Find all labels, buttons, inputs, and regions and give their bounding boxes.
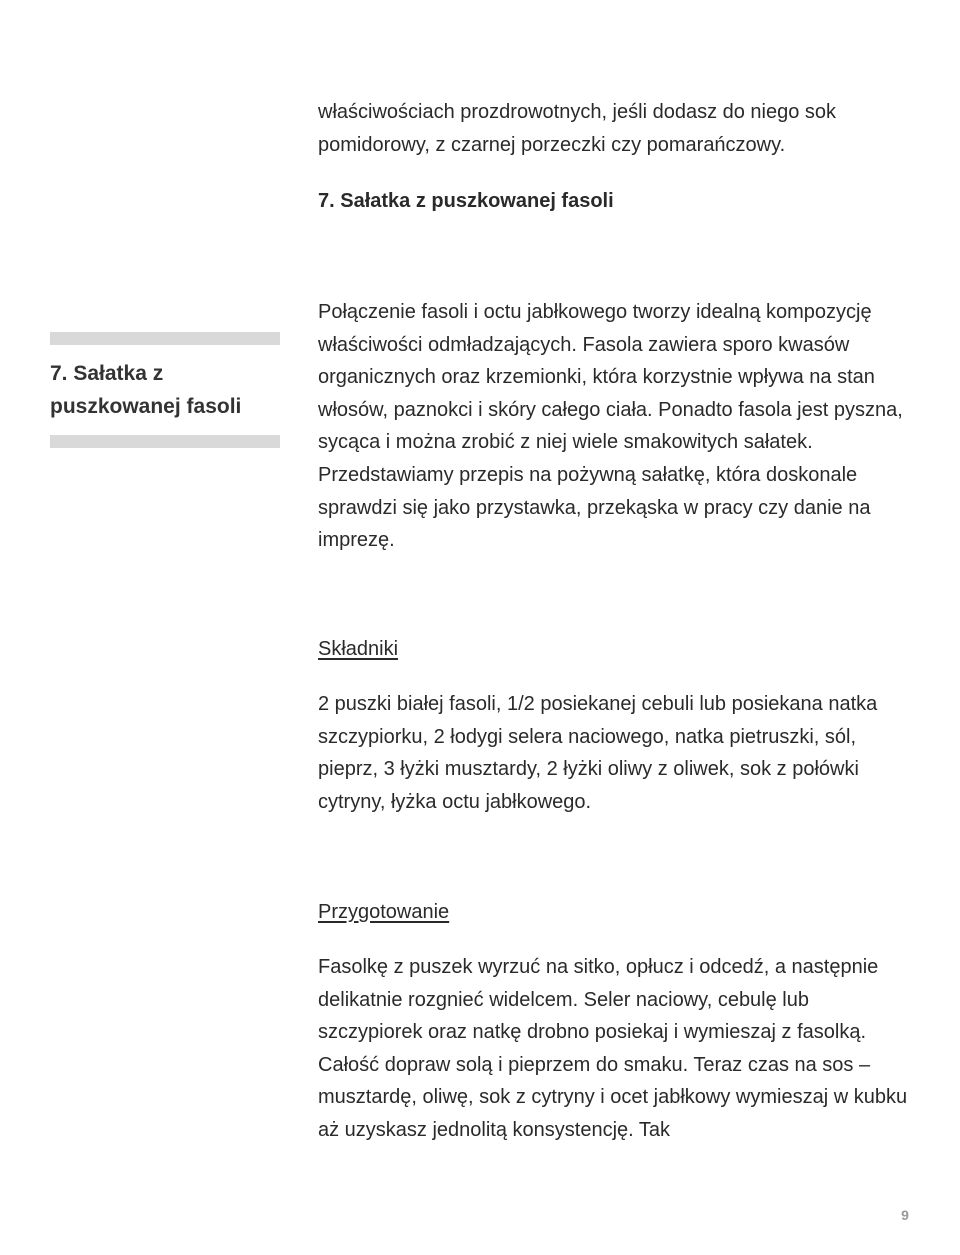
ingredients-heading: Składniki [318,638,399,660]
preparation-heading: Przygotowanie [318,901,450,923]
sidebar-top-bar [50,332,280,345]
preparation-paragraph: Fasolkę z puszek wyrzuć na sitko, opłucz i odcedź, a następnie delikatnie rozgnieć widelcem. Seler naciowy, cebulę lub szczypiorek oraz natkę drobno posiekaj i wymieszaj z fasolką. Całość dopraw solą i pieprzem do smaku. Teraz czas na sos – musztardę, oliwę, sok z cytryny i ocet jabłkowy wymieszaj w kubku aż uzyskasz jednolitą konsystencję. Tak [318,956,908,1141]
sidebar-title: 7. Sałatka z puszkowanej fasoli [50,362,242,418]
intro-paragraph: właściwościach prozdrowotnych, jeśli dodasz do niego sok pomidorowy, z czarnej porzeczki czy pomarańczowy. [318,101,837,156]
page-number: 9 [901,1207,909,1223]
sidebar-bottom-bar [50,435,280,448]
sidebar-callout [50,332,280,448]
section-heading: 7. Sałatka z puszkowanej fasoli [318,190,614,212]
body-paragraph: Połączenie fasoli i octu jabłkowego tworzy idealną kompozycję właściwości odmładzających. Fasola zawiera sporo kwasów organicznych oraz krzemionki, która korzystnie wpływa na stan włosów, paznokci i skóry całego ciała. Ponadto fasola jest pyszna, sycąca i można zrobić z niej wiele smakowitych sałatek. Przedstawiamy przepis na pożywną sałatkę, która doskonale sprawdzi się jako przystawka, przekąska w pracy czy danie na imprezę. [318,301,903,552]
ingredients-paragraph: 2 puszki białej fasoli, 1/2 posiekanej cebuli lub posiekana natka szczypiorku, 2 łodygi selera naciowego, natka pietruszki, sól, pieprz, 3 łyżki musztardy, 2 łyżki oliwy z oliwek, sok z połówki cytryny, łyżka octu jabłkowego. [318,693,878,813]
